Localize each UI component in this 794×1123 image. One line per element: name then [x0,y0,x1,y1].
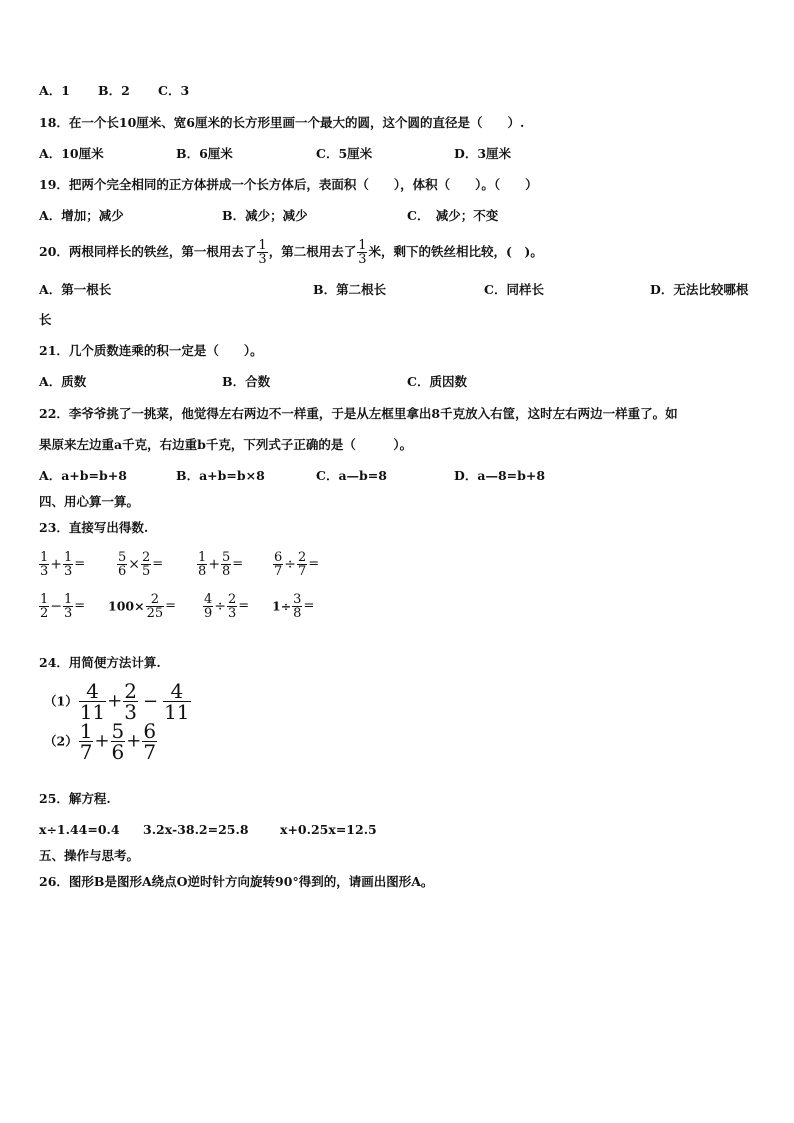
num: 1 [64,550,73,565]
q18-text: 18．在一个长10厘米、宽6厘米的长方形里画一个最大的圆，这个圆的直径是（ ）. [39,115,525,130]
operator: × [128,556,141,573]
num: 6 [143,719,157,743]
num: 2 [124,679,137,703]
den: 3 [64,564,73,579]
q23-expr-5 [38,590,85,623]
equals: = [303,598,315,614]
equals: = [74,556,86,572]
num: 5 [222,550,231,565]
q20-fraction-2-denominator: 3 [358,252,367,267]
num: 5 [118,550,127,565]
q20-option-a: A．第一根长 [39,282,112,297]
q20-text-part3: 米，剩下的铁丝相比较，( )。 [368,244,543,259]
den: 7 [143,740,157,764]
den: 7 [274,564,283,579]
q22-text-line2: 果原来左边重a千克，右边重b千克，下列式子正确的是（ ）。 [39,437,413,452]
q24-part-2 [44,719,158,764]
num: 1 [79,719,93,743]
equals: = [308,556,320,572]
q22-text-line1: 22．李爷爷挑了一挑菜，他觉得左右两边不一样重，于是从左框里拿出8千克放入右筐，这时左右两边一样重了。如 [39,406,678,421]
q19-option-b: B．减少；减少 [222,208,308,223]
operator: ÷ [284,556,297,573]
q20-option-d-wrap: 长 [39,312,52,327]
den: 25 [146,606,164,621]
den: 3 [40,564,49,579]
q19-option-c: C． 减少；不变 [407,208,499,223]
q23-expr-2 [116,548,163,581]
q20-option-c: C．同样长 [484,282,544,297]
q26-text: 26．图形B是图形A绕点O逆时针方向旋转90°得到的，请画出图形A。 [39,874,434,889]
num: 4 [204,592,213,607]
equals: = [232,556,244,572]
q21-text: 21．几个质数连乘的积一定是（ ）。 [39,343,263,358]
num: 2 [298,550,307,565]
den: 7 [79,740,93,764]
num: 1 [64,592,73,607]
q20-fraction-1-numerator: 1 [258,238,267,253]
equals: = [74,598,86,614]
operator: + [126,730,142,752]
den: 11 [79,700,106,724]
q24-part-1 [44,679,192,724]
q22-option-b: B．a+b=b×8 [176,468,265,483]
den: 11 [164,700,190,724]
part-label: （1） [44,693,78,709]
q23-expr-8 [272,590,314,623]
den: 2 [40,606,49,621]
lead-term: 1÷ [272,598,292,614]
q25-equation-2: 3.2x-38.2=25.8 [143,822,249,837]
den: 7 [298,564,307,579]
den: 5 [142,564,151,579]
q22-option-d: D．a—8=b+8 [454,468,546,483]
q20-option-d: D．无法比较哪根 [650,282,749,297]
den: 8 [198,564,207,579]
q19-option-a: A．增加；减少 [39,208,124,223]
den: 3 [64,606,73,621]
q23-expr-3 [196,548,243,581]
operator: + [107,690,123,712]
q21-option-b: B．合数 [222,374,271,389]
num: 5 [111,719,125,743]
q20-fraction-2 [357,239,367,266]
q25-title: 25．解方程. [39,791,111,806]
q23-expr-7 [202,590,249,623]
operator: − [50,598,63,615]
q25-equation-3: x+0.25x=12.5 [280,822,377,837]
q23-expr-4 [272,548,319,581]
q17-option-c: C．3 [158,83,190,98]
num: 2 [228,592,237,607]
part-label: （2） [44,733,78,749]
operator: − [142,690,159,712]
q18-option-b: B．6厘米 [176,146,233,161]
q19-text: 19．把两个完全相同的正方体拼成一个长方体后，表面积（ ），体积（ ）。（ ） [39,177,538,192]
den: 3 [124,700,137,724]
q20-fraction-1 [257,239,267,266]
operator: + [94,730,110,752]
num: 1 [198,550,207,565]
q22-option-a: A．a+b=b+8 [39,468,127,483]
num: 2 [150,592,159,607]
num: 1 [40,592,49,607]
q24-title: 24．用简便方法计算. [39,655,161,670]
q23-title: 23．直接写出得数. [39,520,149,535]
q20-text-part2: ，第二根用去了 [268,244,357,259]
q20-text-part1: 20．两根同样长的铁丝，第一根用去了 [39,244,257,259]
den: 8 [222,564,231,579]
operator: ÷ [214,598,227,615]
q20-fraction-2-numerator: 1 [358,238,367,253]
den: 6 [111,740,125,764]
section-4-heading: 四、用心算一算。 [39,494,140,509]
q18-option-d: D．3厘米 [454,146,512,161]
operator: + [208,556,221,573]
den: 8 [293,606,302,621]
q20-option-b: B．第二根长 [313,282,387,297]
den: 6 [118,564,127,579]
num: 2 [142,550,151,565]
q18-option-a: A．10厘米 [39,146,104,161]
equals: = [238,598,250,614]
num: 3 [293,592,302,607]
equals: = [152,556,164,572]
q21-option-c: C．质因数 [407,374,467,389]
q17-option-a: A．1 [39,83,70,98]
section-5-heading: 五、操作与思考。 [39,848,140,863]
equals: = [165,598,177,614]
q23-expr-1 [38,548,85,581]
num: 1 [40,550,49,565]
q20-text [39,237,543,267]
q20-fraction-1-denominator: 3 [258,252,267,267]
q23-expr-6 [108,590,176,623]
num: 4 [170,679,184,703]
den: 3 [228,606,237,621]
q17-option-b: B．2 [98,83,130,98]
q18-option-c: C．5厘米 [316,146,373,161]
q25-equation-1: x÷1.44=0.4 [39,822,120,837]
operator: + [50,556,63,573]
den: 9 [204,606,213,621]
q21-option-a: A．质数 [39,374,87,389]
num: 4 [86,679,99,703]
num: 6 [274,550,283,565]
q22-option-c: C．a—b=8 [316,468,387,483]
lead-term: 100× [108,598,145,614]
